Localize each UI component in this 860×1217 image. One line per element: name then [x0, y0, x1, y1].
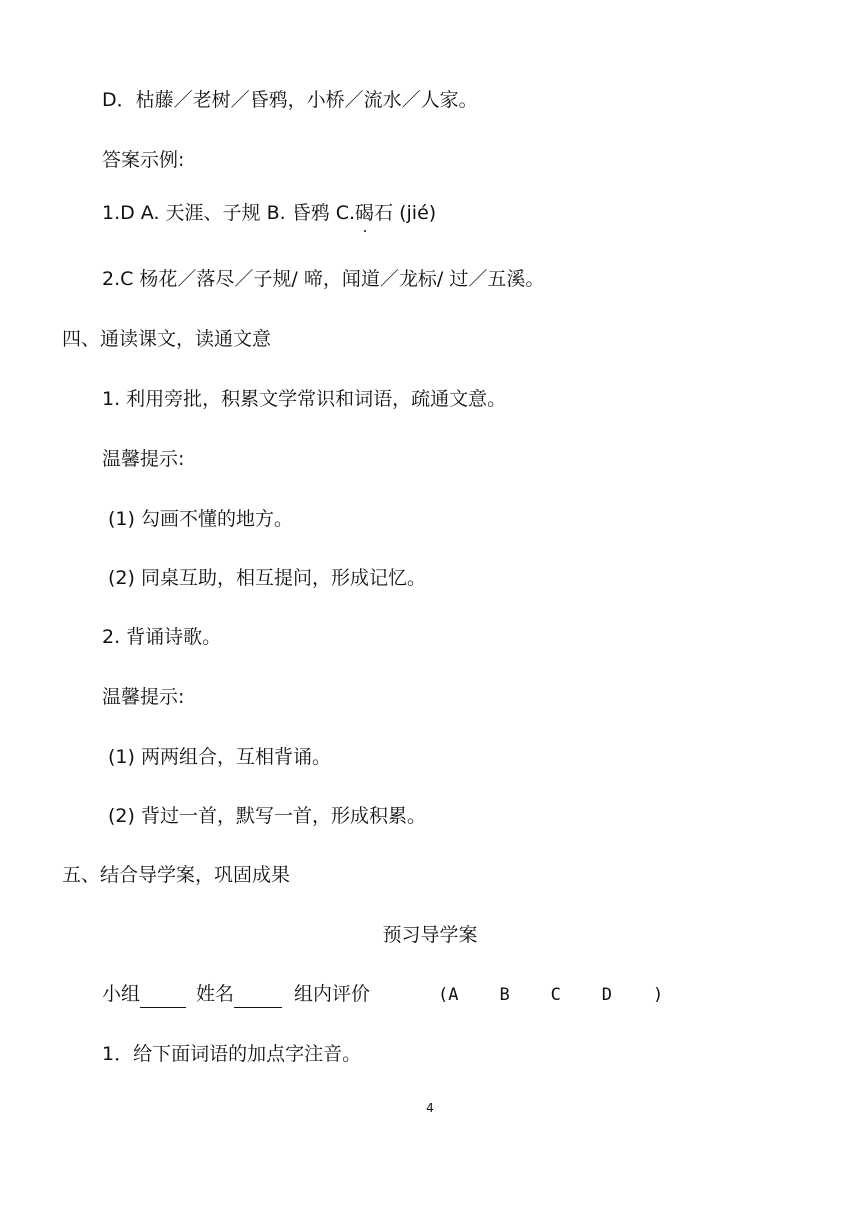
section-4-heading: 四、通读课文，读通文意 [62, 328, 272, 350]
name-blank[interactable] [234, 987, 282, 1008]
item-1-line: 1. 利用旁批，积累文学常识和词语，疏通文意。 [102, 388, 507, 410]
tip-2-1: (1) 两两组合，互相背诵。 [108, 746, 331, 768]
answer-1-prefix: 1.D A. 天涯、子规 B. 昏鸦 C. [102, 202, 356, 224]
group-label: 小组 [102, 983, 141, 1005]
answer-2-line: 2.C 杨花／落尽／子规/ 啼，闻道／龙标/ 过／五溪。 [102, 268, 545, 290]
tip-1-1: (1) 勾画不懂的地方。 [108, 508, 293, 530]
tip-2-2: (2) 背过一首，默写一首，形成积累。 [108, 805, 426, 827]
section-5-heading: 五、结合导学案，巩固成果 [62, 864, 291, 886]
tip-1-2: (2) 同桌互助，相互提问，形成记忆。 [108, 567, 426, 589]
answer-1-suffix: 石 (jié) [374, 202, 437, 224]
name-label: 姓名 [196, 983, 235, 1005]
tip-heading-1: 温馨提示: [102, 448, 185, 470]
page-number: 4 [426, 1101, 434, 1115]
evaluation-label: 组内评价 [294, 983, 371, 1005]
tip-heading-2: 温馨提示: [102, 686, 185, 708]
item-2-line: 2. 背诵诗歌。 [102, 626, 222, 648]
answer-heading: 答案示例: [102, 149, 185, 171]
answer-1-dotted-char: 碣 [355, 202, 375, 224]
evaluation-line [102, 981, 663, 1008]
worksheet-title: 预习导学案 [382, 924, 478, 946]
grade-options: (A B C D ) [438, 985, 664, 1005]
answer-1-line [102, 200, 436, 226]
group-blank[interactable] [140, 987, 186, 1008]
option-d-line: D．枯藤／老树／昏鸦，小桥／流水／人家。 [102, 89, 478, 111]
question-1-line: 1．给下面词语的加点字注音。 [102, 1043, 362, 1065]
